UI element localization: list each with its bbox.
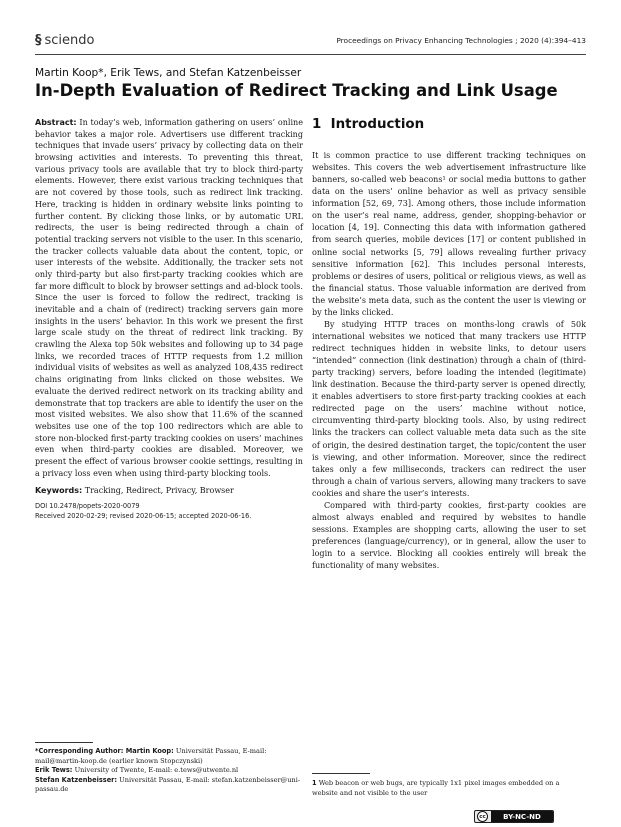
abstract-text: In today’s web, information gathering on users’ online behavior takes a major role. Advertisers use different tracking techniques that invade users’ privacy by collecting data on their browsing activities and interests. To preventing this threat, various privacy tools are available that try to block third-party elements. However, there exist various tracking techniques that are not covered by those tools, such as redirect link tracking. Here, tracking is hidden in ordinary website links pointing to further content. By clicking those links, or by automatic URL redirects, the user is being redirected through a chain of potential tracking servers not visible to the user. In this scenario, the tracker collects valuable data about the content, topic, or user interests of the website. Additionally, the tracker sets not only third-party but also first-party tracking cookies which are far more difficult to block by browser settings and ad-block tools. Since the user is forced to follow the redirect, tracking is inevitable and a chain of (redirect) tracking servers gain more insights in the users’ behavior. In this work we present the first large scale study on the threat of redirect link tracking. By crawling the Alexa top 50k websites and following up to 34 page links, we recorded traces of HTTP requests from 1.2 million individual visits of websites as well as analyzed 108,435 redirect chains originating from links clicked on those websites. We evaluate the derived redirect network on its tracking ability and demonstrate that top trackers are able to identify the user on the most visited websites. We also show that 11.6% of the scanned websites use one of the top 100 redirectors which are able to store non-blocked first-party tracking cookies on users’ machines even when third-party cookies are disabled. Moreover, we present the effect of various browser cookie settings, resulting in a privacy loss even when using third-party blocking tools. xyxy=(35,118,303,478)
received-dates: Received 2020-02-29; revised 2020-06-15; accepted 2020-06-16. xyxy=(35,511,252,520)
section-heading xyxy=(312,117,586,132)
paper-title: In-Depth Evaluation of Redirect Tracking and Link Usage xyxy=(35,81,558,100)
publisher-name: sciendo xyxy=(44,33,95,48)
paragraph: Compared with third-party cookies, first-party cookies are almost always enabled and required by websites to handle sessions. Examples are shopping carts, allowing the user to set preferences (language/currency), or in general, allow the user to login to a service. Blocking all cookies entirely will break the functionality of many websites. xyxy=(312,500,586,571)
right-column xyxy=(312,117,586,572)
corresponding-entry xyxy=(35,776,303,795)
creative-commons-icon: cc xyxy=(477,811,488,822)
sciendo-logo-icon: § xyxy=(35,33,42,48)
keywords-text: Tracking, Redirect, Privacy, Browser xyxy=(84,486,234,496)
left-column xyxy=(35,117,303,521)
abstract xyxy=(35,117,303,479)
header-divider xyxy=(35,54,586,55)
footnote xyxy=(312,779,586,798)
corresponding-name: Stefan Katzenbeisser: xyxy=(35,775,118,784)
corresponding-authors xyxy=(35,747,303,795)
publisher-logo xyxy=(35,33,94,48)
corresponding-name: Erik Tews: xyxy=(35,766,73,775)
section-title: Introduction xyxy=(330,117,425,132)
section-body xyxy=(312,150,586,572)
author-list: Martin Koop*, Erik Tews, and Stefan Katzenbeisser xyxy=(35,67,302,79)
corresponding-detail: Universität Passau, E-mail: mail@martin-koop.de (earlier known Stopczynski) xyxy=(35,747,267,765)
journal-citation: Proceedings on Privacy Enhancing Technologies ; 2020 (4):394–413 xyxy=(336,36,586,45)
page-header xyxy=(35,30,586,54)
license-label: BY-NC-ND xyxy=(491,811,553,822)
section-number: 1 xyxy=(312,117,322,132)
abstract-label: Abstract: xyxy=(35,118,77,127)
corresponding-entry xyxy=(35,766,303,776)
corresponding-entry xyxy=(35,747,303,766)
footnote-text: Web beacon or web bugs, are typically 1x1 pixel images embedded on a website and not visible to the user xyxy=(312,779,560,797)
corresponding-name: *Corresponding Author: Martin Koop: xyxy=(35,747,174,755)
paragraph: By studying HTTP traces on months-long crawls of 50k international websites we noticed that many trackers use HTTP redirect techniques hidden in website links, to detour users “intended” connection (link destination) through a chain of (third-party tracking) servers, before loading the intended (legitimate) link destination. Because the third-party server is opened directly, it enables advertisers to store first-party tracking cookies at each redirected page on the users’ machine without notice, circumventing third-party blocking tools. Also, by using redirect links the trackers can collect valuable meta data such as the site of origin, the desired destination target, the topic/content the user is viewing, and other information. Moreover, since the redirect takes only a few milliseconds, trackers can redirect the user through a chain of various servers, allowing many trackers to save cookies and share the user’s interests. xyxy=(312,319,586,498)
corresponding-detail: University of Twente, E-mail: e.tews@utwente.nl xyxy=(74,766,239,775)
paragraph: It is common practice to use different tracking techniques on websites. This covers the web advertisement infrastructure like banners, so-called web beacons¹ or social media buttons to gather data on the users’ online behavior as well as privacy sensible information [52, 69, 73]. Among others, those include information on the user’s real name, address, gender, shopping-behavior or location [4, 19]. Connecting this data with information gathered from search queries, mobile devices [17] or content published in online social networks [5, 79] allows revealing further privacy sensitive information [62]. This includes personal interests, problems or desires of users, political or religious views, as well as the financial status. Those valuable information are derived from the website’s meta data, such as the content the user is viewing or by the links clicked. xyxy=(312,151,586,317)
corresponding-detail: Universität Passau, E-mail: stefan.katzenbeisser@uni-passau.de xyxy=(35,775,301,794)
keywords xyxy=(35,485,303,496)
article-meta xyxy=(35,502,303,521)
footnote-divider xyxy=(312,773,370,774)
corresponding-divider xyxy=(35,742,93,743)
doi: DOI 10.2478/popets-2020-0079 xyxy=(35,502,140,511)
license-badge xyxy=(474,810,554,823)
keywords-label: Keywords: xyxy=(35,486,83,496)
footnote-number: 1 xyxy=(312,779,317,787)
